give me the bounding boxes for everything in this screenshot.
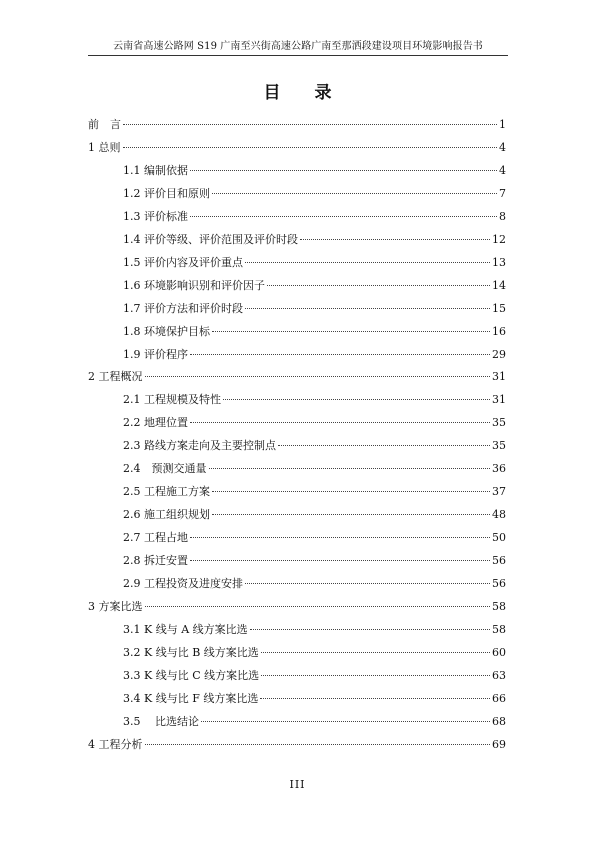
- toc-entry-label: 1 总则: [88, 140, 121, 154]
- toc-entry[interactable]: [123, 392, 506, 408]
- toc-entry[interactable]: [123, 415, 506, 431]
- toc-dot-leader: [190, 170, 497, 171]
- toc-entry[interactable]: [123, 232, 506, 248]
- toc-entry-label: 4 工程分析: [88, 737, 143, 751]
- toc-entry-label: 1.3 评价标准: [123, 209, 188, 223]
- toc-entry-page-number: 16: [492, 324, 506, 338]
- toc-dot-leader: [261, 652, 490, 653]
- toc-dot-leader: [190, 354, 490, 355]
- toc-entry-page-number: 4: [499, 140, 506, 154]
- toc-entry-label: 1.8 环境保护目标: [123, 324, 210, 338]
- toc-dot-leader: [123, 124, 497, 125]
- toc-entry-label: 2.3 路线方案走向及主要控制点: [123, 439, 276, 453]
- toc-entry-page-number: 37: [492, 485, 506, 499]
- toc-entry-page-number: 7: [499, 186, 506, 200]
- toc-entry-page-number: 69: [492, 737, 506, 751]
- toc-entry[interactable]: [123, 209, 506, 225]
- toc-entry-page-number: 60: [492, 645, 506, 659]
- toc-entry-page-number: 50: [492, 531, 506, 545]
- toc-entry[interactable]: [123, 714, 506, 730]
- toc-entry-page-number: 31: [492, 370, 506, 384]
- toc-entry-label: 3 方案比选: [88, 599, 143, 613]
- toc-dot-leader: [209, 468, 491, 469]
- toc-entry-page-number: 31: [492, 393, 506, 407]
- toc-dot-leader: [123, 147, 498, 148]
- toc-entry-label: 1.1 编制依据: [123, 163, 188, 177]
- toc-entry-page-number: 35: [492, 416, 506, 430]
- toc-dot-leader: [245, 583, 490, 584]
- toc-dot-leader: [145, 376, 491, 377]
- toc-dot-leader: [223, 399, 490, 400]
- toc-entry[interactable]: [123, 324, 506, 340]
- toc-entry[interactable]: [123, 186, 506, 202]
- toc-entry[interactable]: [123, 438, 506, 454]
- toc-entry-label: 2.6 施工组织规划: [123, 508, 210, 522]
- toc-entry-page-number: 8: [499, 209, 506, 223]
- toc-entry[interactable]: [88, 599, 506, 615]
- toc-entry-label: 1.7 评价方法和评价时段: [123, 301, 243, 315]
- toc-entry-label: 2.1 工程规模及特性: [123, 393, 221, 407]
- toc-dot-leader: [145, 606, 491, 607]
- toc-entry[interactable]: [123, 255, 506, 271]
- toc-entry-label: 2 工程概况: [88, 370, 143, 384]
- toc-entry-label: 3.4 K 线与比 F 线方案比选: [123, 691, 259, 705]
- toc-entry-page-number: 58: [492, 599, 506, 613]
- toc-entry-label: 3.5 比选结论: [123, 714, 199, 728]
- toc-entry-label: 3.2 K 线与比 B 线方案比选: [123, 645, 259, 659]
- page-number: III: [289, 778, 306, 791]
- toc-title: 目 录: [263, 83, 346, 103]
- toc-entry-page-number: 36: [492, 462, 506, 476]
- toc-entry[interactable]: [123, 507, 506, 523]
- toc-entry[interactable]: [123, 484, 506, 500]
- toc-dot-leader: [190, 216, 497, 217]
- toc-entry-page-number: 4: [499, 163, 506, 177]
- toc-dot-leader: [260, 698, 490, 699]
- toc-dot-leader: [245, 262, 490, 263]
- toc-entry[interactable]: [123, 576, 506, 592]
- toc-entry[interactable]: [123, 461, 506, 477]
- toc-entry[interactable]: [123, 622, 506, 638]
- toc-entry-label: 3.3 K 线与比 C 线方案比选: [123, 668, 260, 682]
- toc-entry-page-number: 29: [492, 347, 506, 361]
- toc-dot-leader: [212, 491, 490, 492]
- toc-entry-page-number: 35: [492, 439, 506, 453]
- toc-entry[interactable]: [123, 553, 506, 569]
- toc-dot-leader: [250, 629, 490, 630]
- toc-entry[interactable]: [123, 668, 506, 684]
- toc-entry-page-number: 1: [499, 118, 506, 131]
- toc-dot-leader: [300, 239, 490, 240]
- toc-entry-label: 1.6 环境影响识别和评价因子: [123, 278, 265, 292]
- toc-entry[interactable]: [123, 691, 506, 707]
- toc-dot-leader: [201, 721, 490, 722]
- toc-entry[interactable]: [88, 737, 506, 753]
- toc-dot-leader: [261, 675, 490, 676]
- toc-entry-page-number: 48: [492, 508, 506, 522]
- toc-entry-page-number: 13: [492, 255, 506, 269]
- toc-entry-label: 1.2 评价目和原则: [123, 186, 210, 200]
- toc-entry-page-number: 66: [492, 691, 506, 705]
- toc-entry-label: 2.9 工程投资及进度安排: [123, 577, 243, 590]
- toc-entry-page-number: 56: [492, 554, 506, 568]
- toc-entry[interactable]: [123, 645, 506, 661]
- toc-entry-label: 2.2 地理位置: [123, 416, 188, 430]
- toc-dot-leader: [212, 193, 497, 194]
- toc-entry-label: 2.4 预测交通量: [123, 462, 207, 476]
- toc-entry[interactable]: [123, 530, 506, 546]
- toc-dot-leader: [212, 514, 490, 515]
- toc-entry-page-number: 15: [492, 301, 506, 315]
- toc-entry-label: 2.7 工程占地: [123, 531, 188, 545]
- toc-dot-leader: [190, 560, 490, 561]
- toc-dot-leader: [212, 331, 490, 332]
- toc-entry-page-number: 12: [492, 232, 506, 246]
- toc-entry[interactable]: [123, 347, 506, 363]
- toc-entry-page-number: 68: [492, 714, 506, 728]
- toc-dot-leader: [190, 537, 490, 538]
- toc-entry-page-number: 14: [492, 278, 506, 292]
- toc-entry-label: 前 言: [88, 118, 121, 131]
- toc-entry-page-number: 56: [492, 577, 506, 590]
- toc-entry[interactable]: [123, 301, 506, 317]
- toc-entry[interactable]: [88, 140, 506, 156]
- toc-entry-label: 1.5 评价内容及评价重点: [123, 255, 243, 269]
- running-header: 云南省高速公路网 S19 广南至兴街高速公路广南至那洒段建设项目环境影响报告书: [113, 41, 483, 52]
- toc-dot-leader: [145, 744, 491, 745]
- toc-entry-label: 3.1 K 线与 A 线方案比选: [123, 622, 248, 636]
- toc-entry-page-number: 63: [492, 668, 506, 682]
- toc-entry-label: 1.4 评价等级、评价范围及评价时段: [123, 232, 298, 246]
- toc-dot-leader: [190, 422, 490, 423]
- toc-entry[interactable]: [88, 369, 506, 385]
- toc-entry-label: 2.5 工程施工方案: [123, 485, 210, 499]
- toc-entry[interactable]: [123, 278, 506, 294]
- toc-entry-label: 2.8 拆迁安置: [123, 554, 188, 568]
- toc-entry-page-number: 58: [492, 622, 506, 636]
- toc-entry[interactable]: [123, 163, 506, 179]
- toc-dot-leader: [267, 285, 490, 286]
- toc-dot-leader: [245, 308, 490, 309]
- toc-dot-leader: [278, 445, 490, 446]
- toc-entry[interactable]: [88, 117, 506, 133]
- toc-entry-label: 1.9 评价程序: [123, 347, 188, 361]
